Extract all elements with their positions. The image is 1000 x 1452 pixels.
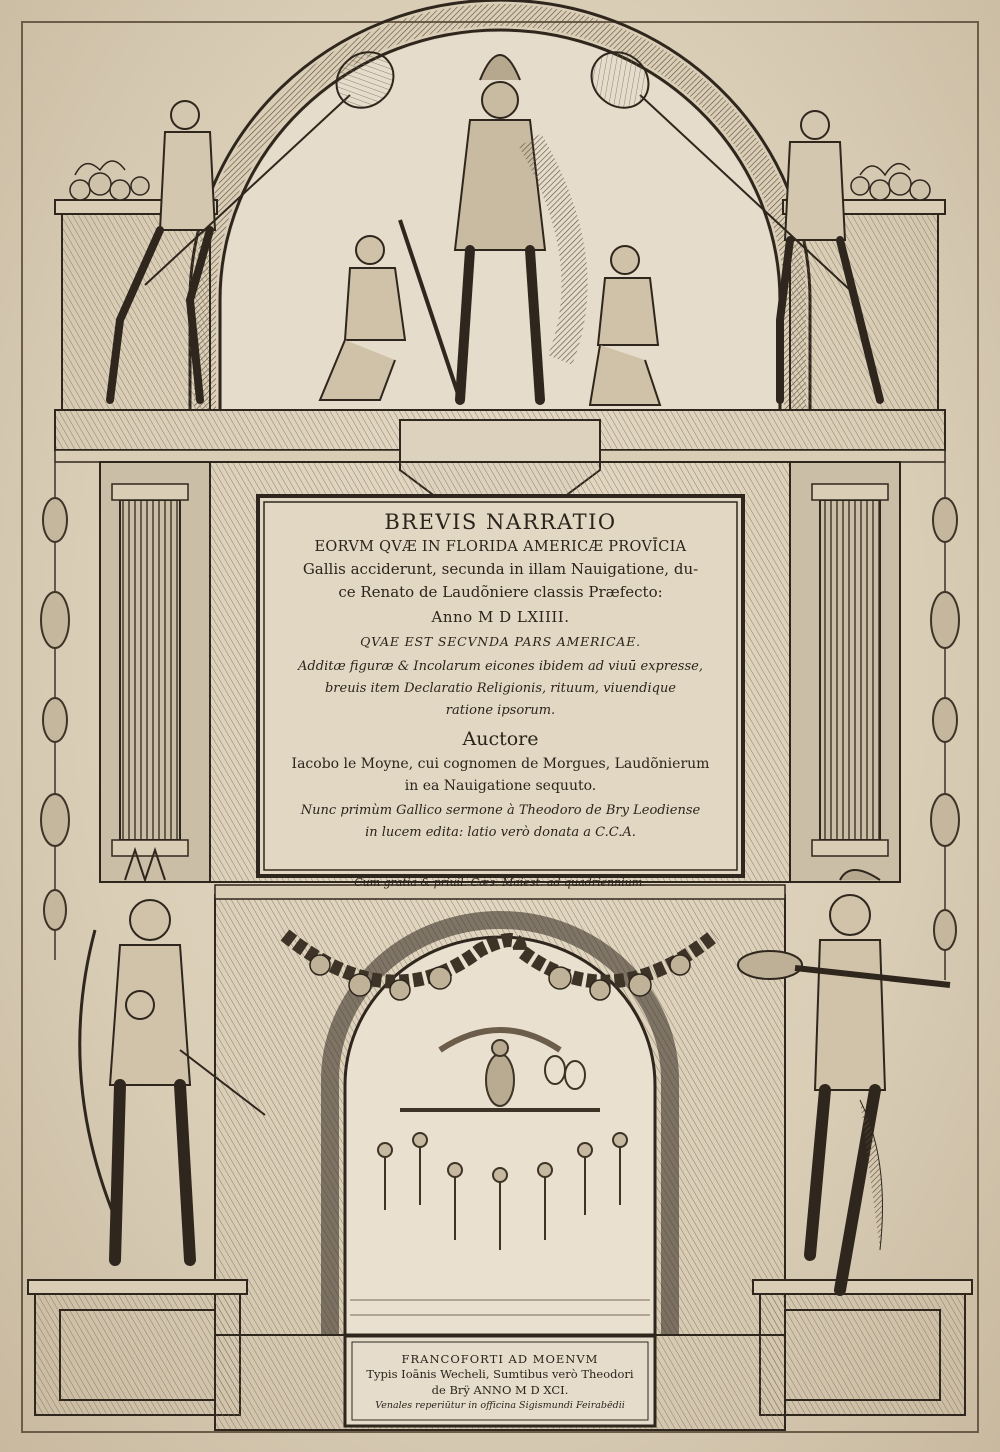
subtitle-line-2: Gallis acciderunt, secunda in illam Nauigatione, du- [302,560,699,578]
imprint-line-2: Typis Ioānis Wecheli, Sumtibus verò Theodori [366,1367,634,1381]
book-title: BREVIS NARRATIO [384,510,617,534]
right-ribbon-garland [931,462,959,980]
title-tablet [263,500,738,870]
imprint-cartouche [355,1343,645,1419]
left-column [100,462,210,882]
subtitle-line-1: EORVM QVÆ IN FLORIDA AMERICÆ PROVĪCIA [314,539,687,555]
additions-line-2: breuis item Declaratio Religionis, rituum, viuendique [324,681,677,696]
additions-line-3: ratione ipsorum. [445,703,556,718]
subtitle-line-3: ce Renato de Laudõniere classis Præfecto: [338,583,663,601]
additions-line-1: Additæ figuræ & Incolarum eicones ibidem ad viuū expresse, [298,659,703,674]
author-line-1: Iacobo le Moyne, cui cognomen de Morgues, Laudõnierum [291,756,710,772]
right-column [790,462,900,882]
year-line: Anno M D LXIIII. [431,608,570,626]
imprint-line-4: Venales reperiūtur in officina Sigismundi Feirabēdii [375,1400,625,1411]
edition-line-1: Nunc primùm Gallico sermone à Theodoro de Bry Leodiense [300,803,701,818]
privilege-line: Cum gratia & priuil. Cæs. Maiest. ad quadriennium. [354,876,646,889]
left-ribbon-garland [41,462,69,960]
auctore-label: Auctore [462,728,539,750]
imprint-line-3: de Brÿ ANNO M D XCI. [431,1383,569,1397]
left-fruit-basket [70,161,149,200]
imprint-line-1: FRANCOFORTI AD MOENVM [401,1352,599,1366]
author-line-2: in ea Nauigatione sequuto. [404,778,597,794]
edition-line-2: in lucem edita: latio verò donata a C.C.A. [365,825,636,840]
right-fruit-basket [851,164,930,200]
part-line: QVAE EST SECVNDA PARS AMERICAE. [360,634,641,649]
procession-vignette [345,937,655,1335]
